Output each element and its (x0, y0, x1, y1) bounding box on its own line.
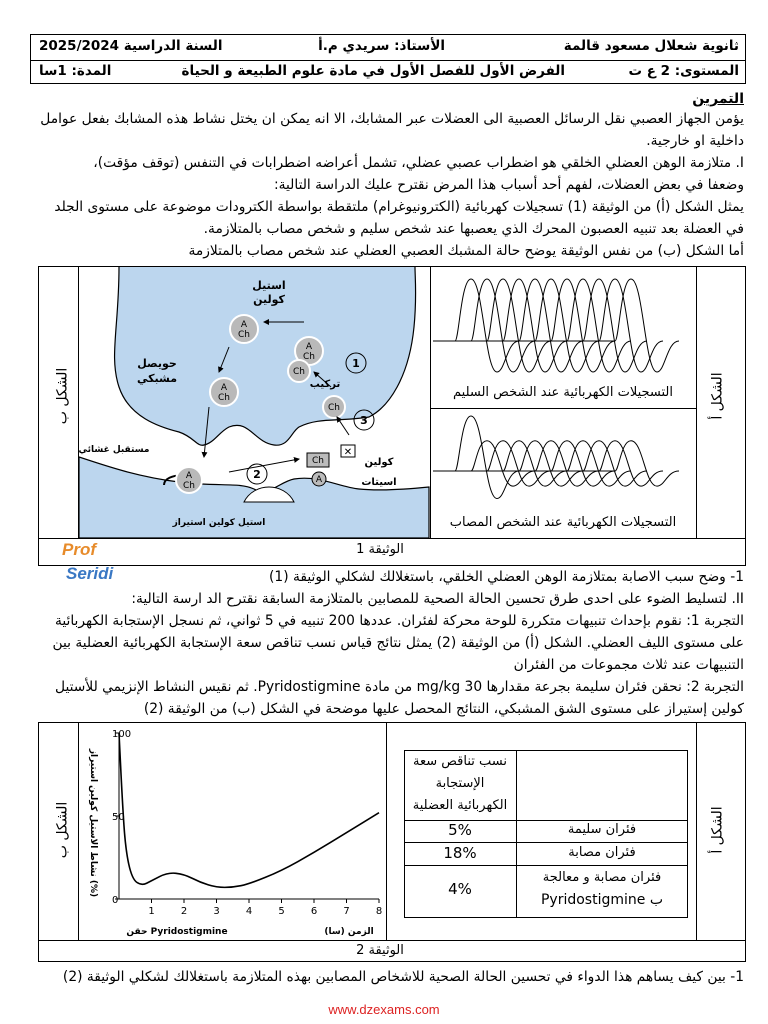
table-row-group: فئران مصابة (568, 845, 636, 860)
table-row-value: 5% (448, 821, 472, 839)
seridi-logo: Seridi (66, 564, 114, 583)
divider (386, 722, 387, 940)
vesicle-ch-label: Ch (328, 403, 340, 413)
exercise-title: التمرين (692, 91, 744, 107)
enzyme-activity-line (119, 733, 379, 887)
school-year: السنة الدراسية 2025/2024 (39, 38, 223, 54)
vesicle-label: حويصل (137, 357, 177, 370)
table-row-group: فئران مصابة و معالجة (542, 870, 662, 885)
x-tick-label: 6 (310, 906, 318, 917)
x-tick-label: 2 (180, 906, 188, 917)
part1-line-2: وضعفا في بعض العضلات، لفهم أحد أسباب هذا المرض نقترح عليك الدراسة التالية: (273, 177, 744, 193)
divider (404, 865, 688, 866)
table-header-1: نسب تناقص سعة (412, 754, 508, 769)
footer-url: www.dzexams.com (328, 1002, 440, 1017)
divider (38, 940, 746, 941)
synapse-diagram (79, 267, 430, 538)
choline-mol-label: Ch (312, 456, 324, 466)
x-tick-label: 1 (148, 906, 155, 917)
acetylcholine-label: استيل (252, 279, 286, 292)
table-header-2: الإستجابة (435, 776, 485, 791)
doc1-caption: الوثيقة 1 (356, 542, 404, 557)
doc2-fig-a-label: الشكل أ (709, 806, 726, 854)
vesicle-label-2: مشبكي (136, 372, 178, 385)
part2-line-3: على مستوى الليف العضلي. الشكل (أ) من الوثيقة (2) يمثل نتائج قياس نسب تناقص سعة الإستجابة الكهربائية العضلية بين (52, 635, 744, 651)
teacher-name: الأستاذ: سريدي م.أ (318, 38, 445, 54)
school-name: ثانوية شعلال مسعود قالمة (563, 38, 739, 54)
choline-label: كولين (364, 457, 394, 468)
table-row-group: فئران سليمة (567, 822, 637, 837)
x-tick-label: 8 (375, 906, 383, 917)
x-tick-label: 3 (213, 906, 220, 917)
acetate-label: اسيتات (361, 477, 397, 488)
inject-label: Pyridostigmine حقن (126, 927, 228, 937)
part2-line-1: II. لتسليط الضوء على احدى طرق تحسين الحالة الصحية للمصابين بالمتلازمة السابقة نقترح الد ارسة التالية: (131, 591, 744, 607)
sick-caption: التسجيلات الكهربائية عند الشخص المصاب (449, 515, 677, 530)
vesicle-ch-label: Ch (238, 330, 250, 340)
synthesis-label: تركيب (309, 379, 341, 390)
x-tick-label: 4 (245, 906, 253, 917)
sick-emg-traces (431, 409, 695, 519)
part1-line-3: يمثل الشكل (أ) من الوثيقة (1) تسجيلات كهربائية (الكترونيوغرام) ملتقطة بواسطة الكترودات موضوعة على مستوى الجلد (54, 199, 744, 215)
question-1: 1- وضح سبب الاصابة بمتلازمة الوهن العضلي الخلقي، باستغلالك لشكلي الوثيقة (1) (269, 569, 744, 585)
vesicle-ch-label: Ch (303, 352, 315, 362)
table-row-group-2: ب Pyridostigmine (540, 892, 664, 908)
vesicle-a-label: A (220, 383, 228, 393)
chart-x-label: الزمن (سا) (324, 927, 374, 937)
acetylcholine-label-2: كولين (253, 293, 285, 306)
intro-line-1: يؤمن الجهاز العصبي نقل الرسائل العصبية الى العضلات عبر المشابك، الا انه يمكن ان يختل نشاط هذه المشابك بفعل عوامل (40, 111, 744, 127)
vesicle-ch-label: Ch (293, 367, 305, 377)
part2-line-2: التجربة 1: نقوم بإحداث تنبيهات متكررة للوحة محركة لفئران. عددها 200 تنبيه في 5 ثواني، ثم نسجل الإستجابة الكهربائية (54, 613, 744, 629)
enzyme-label: استيل كولين استيراز (172, 518, 266, 528)
healthy-caption: التسجيلات الكهربائية عند الشخص السليم (453, 385, 673, 400)
divider (696, 722, 697, 940)
x-tick-label: 5 (278, 906, 285, 917)
step-1: 1 (352, 357, 360, 370)
doc2-fig-b-label: الشكل ب (54, 801, 71, 859)
table-row-value: 18% (443, 844, 477, 862)
part1-line-1: I. متلازمة الوهن العضلي الخلقي هو اضطراب عصبي عضلي، تشمل أعراضه اضطرابات في التنفس (توقف مؤقت)، (93, 155, 744, 171)
receptor-label: مستقبل غشائي (79, 445, 150, 455)
chart-axes (119, 733, 379, 899)
vesicle-ch-label: Ch (183, 481, 195, 491)
vesicle-a-label: A (305, 342, 313, 352)
exam-title: الفرض الأول للفصل الأول في مادة علوم الطبيعة و الحياة (181, 63, 565, 79)
intro-line-2: داخلية او خارجية. (646, 133, 744, 149)
question-2: 1- بين كيف يساهم هذا الدواء في تحسين الحالة الصحية للاشخاص المصابين بهذه المتلازمة باستغلالك لشكلي الوثيقة (2) (62, 969, 744, 985)
exam-header (30, 34, 746, 84)
step-3: 3 (360, 414, 368, 427)
divider (38, 538, 746, 539)
part2-line-5: التجربة 2: نحقن فئران سليمة بجرعة مقدارها 30 mg/kg من مادة Pyridostigmine. ثم نقيس النشاط الإنزيمي للأستيل (55, 679, 744, 695)
choline-acetate (307, 445, 355, 486)
divider (404, 842, 688, 843)
level: المستوى: 2 ع ت (628, 63, 739, 79)
part2-line-4: التنبيهات عند ثلاث مجموعات من الفئران (513, 657, 744, 673)
duration: المدة: 1سا (39, 63, 112, 79)
enzyme-activity-chart (79, 723, 385, 939)
table-row-value: 4% (448, 880, 472, 898)
vesicle-a-label: A (185, 471, 193, 481)
fig-a-label: الشكل أ (709, 372, 726, 420)
divider (696, 266, 697, 538)
y-tick-label: 100 (112, 729, 132, 740)
chart-y-label: (%) نشاط الاستيل كولين استيراز (88, 748, 98, 898)
part2-line-6: كولين إستيراز على مستوى الشق المشبكي، النتائج المحصل عليها موضحة في الشكل (ب) من الوثيقة (2) (143, 701, 744, 717)
fig-b-label: الشكل ب (54, 367, 71, 425)
prof-logo: Prof (62, 540, 96, 559)
table-header-3: الكهربائية العضلية (412, 798, 508, 813)
vesicle-a-label: A (240, 320, 248, 330)
doc2-caption: الوثيقة 2 (356, 943, 404, 958)
part1-line-5: أما الشكل (ب) من نفس الوثيقة يوضح حالة المشبك العصبي العضلي عند شخص مصاب بالمتلازمة (188, 243, 744, 259)
y-tick-label: 0 (112, 895, 119, 906)
acetate-mol-label: A (315, 475, 323, 485)
vesicle-ch-label: Ch (218, 393, 230, 403)
svg-text:✕: ✕ (343, 447, 353, 458)
x-tick-label: 7 (343, 906, 350, 917)
part1-line-4: في العضلة بعد تنبيه العصبون المحرك الذي يعصبها عند شخص سليم و شخص مصاب بالمتلازمة. (203, 221, 744, 237)
y-tick-label: 50 (112, 812, 125, 823)
step-2: 2 (253, 468, 261, 481)
